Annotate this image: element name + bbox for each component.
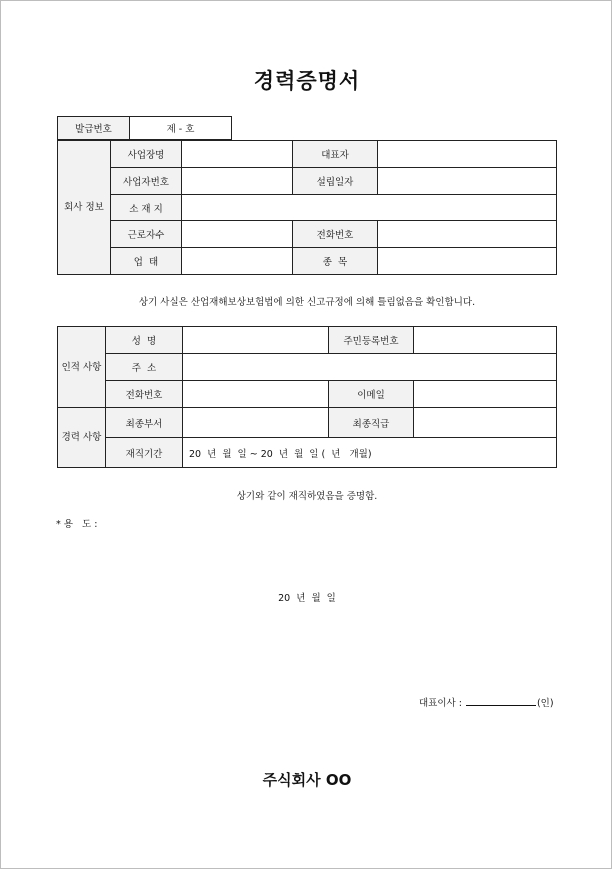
- phone-field[interactable]: [183, 381, 329, 408]
- issue-number-label: 발급번호: [58, 117, 130, 140]
- seal-mark: (인): [536, 698, 554, 709]
- ceo-signature-line: [419, 695, 554, 709]
- business-number-field[interactable]: [182, 168, 293, 195]
- location-field[interactable]: [182, 195, 557, 221]
- business-item-field[interactable]: [378, 248, 557, 275]
- company-info-section-label: 회사 정보: [58, 141, 111, 275]
- certify-sentence: 상기와 같이 재직하였음을 증명함.: [236, 491, 378, 502]
- email-label: 이메일: [329, 381, 414, 408]
- company-name-block: [1, 769, 612, 790]
- issue-number-table: [57, 116, 232, 140]
- address-field[interactable]: [183, 354, 557, 381]
- business-name-field[interactable]: [182, 141, 293, 168]
- company-mark: OO: [325, 771, 352, 789]
- company-name: 주식회사: [262, 771, 321, 789]
- last-rank-field[interactable]: [414, 408, 557, 438]
- usage-line: * 용 도 :: [56, 519, 98, 530]
- established-date-field[interactable]: [378, 168, 557, 195]
- personal-career-table: [57, 326, 557, 468]
- ceo-label: 대표이사 :: [419, 698, 462, 709]
- issue-number-value[interactable]: 제 - 호: [130, 117, 232, 140]
- confirm-sentence: 상기 사실은 산업재해보상보험법에 의한 신고규정에 의해 틀림없음을 확인합니다.: [138, 297, 476, 308]
- company-phone-field[interactable]: [378, 221, 557, 248]
- employee-count-field[interactable]: [182, 221, 293, 248]
- resident-number-label: 주민등록번호: [329, 327, 414, 354]
- resident-number-field[interactable]: [414, 327, 557, 354]
- last-rank-label: 최종직급: [329, 408, 414, 438]
- company-info-table: [57, 140, 557, 275]
- last-department-field[interactable]: [183, 408, 329, 438]
- company-phone-label: 전화번호: [293, 221, 378, 248]
- name-label: 성 명: [106, 327, 183, 354]
- name-field[interactable]: [183, 327, 329, 354]
- business-type-label: 업 태: [111, 248, 182, 275]
- phone-label: 전화번호: [106, 381, 183, 408]
- ceo-signature-blank[interactable]: [466, 696, 536, 706]
- email-field[interactable]: [414, 381, 557, 408]
- location-label: 소 재 지: [111, 195, 182, 221]
- personal-section-label: 인적 사항: [58, 327, 106, 408]
- business-item-label: 종 목: [293, 248, 378, 275]
- established-date-label: 설립일자: [293, 168, 378, 195]
- business-name-label: 사업장명: [111, 141, 182, 168]
- business-number-label: 사업자번호: [111, 168, 182, 195]
- career-section-label: 경력 사항: [58, 408, 106, 468]
- issue-date-line: 20 년 월 일: [278, 593, 336, 604]
- employment-period-field[interactable]: 20 년 월 일 ~ 20 년 월 일 ( 년 개월): [183, 438, 557, 468]
- business-type-field[interactable]: [182, 248, 293, 275]
- representative-label: 대표자: [293, 141, 378, 168]
- address-label: 주 소: [106, 354, 183, 381]
- representative-field[interactable]: [378, 141, 557, 168]
- last-department-label: 최종부서: [106, 408, 183, 438]
- document-title: 경력증명서: [253, 69, 361, 93]
- employment-period-label: 재직기간: [106, 438, 183, 468]
- employee-count-label: 근로자수: [111, 221, 182, 248]
